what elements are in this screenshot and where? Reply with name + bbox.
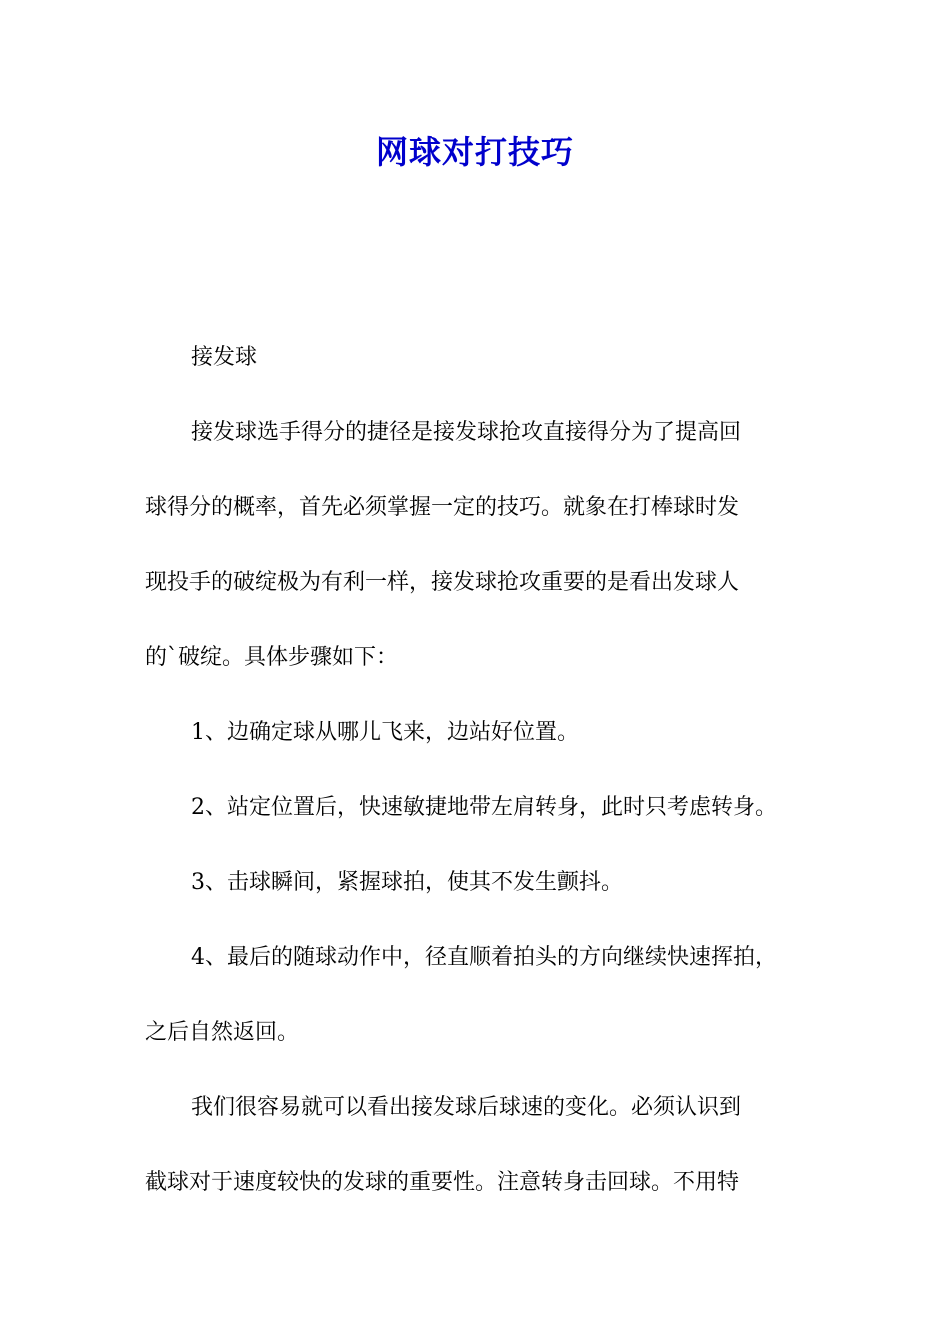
paragraph-line: 我们很容易就可以看出接发球后球速的变化。必须认识到 xyxy=(191,1095,742,1120)
list-item-continuation: 之后自然返回。 xyxy=(145,1020,300,1045)
paragraph-line: 截球对于速度较快的发球的重要性。注意转身击回球。不用特 xyxy=(145,1170,740,1195)
list-item: 3、击球瞬间，紧握球拍，使其不发生颤抖。 xyxy=(191,870,623,895)
paragraph-line: 现投手的破绽极为有利一样，接发球抢攻重要的是看出发球人 xyxy=(145,570,740,595)
list-item: 1、边确定球从哪儿飞来，边站好位置。 xyxy=(191,720,579,745)
paragraph-line: 接发球选手得分的捷径是接发球抢攻直接得分为了提高回 xyxy=(191,420,742,445)
list-item: 2、站定位置后，快速敏捷地带左肩转身，此时只考虑转身。 xyxy=(191,795,777,820)
paragraph-line: 球得分的概率，首先必须掌握一定的技巧。就象在打棒球时发 xyxy=(145,495,740,520)
paragraph-line: 的`破绽。具体步骤如下： xyxy=(145,645,399,670)
list-item: 4、最后的随球动作中，径直顺着拍头的方向继续快速挥拍， xyxy=(191,945,777,970)
section-heading: 接发球 xyxy=(191,345,258,370)
document-body xyxy=(145,338,820,1238)
document-title: 网球对打技巧 xyxy=(375,133,574,171)
